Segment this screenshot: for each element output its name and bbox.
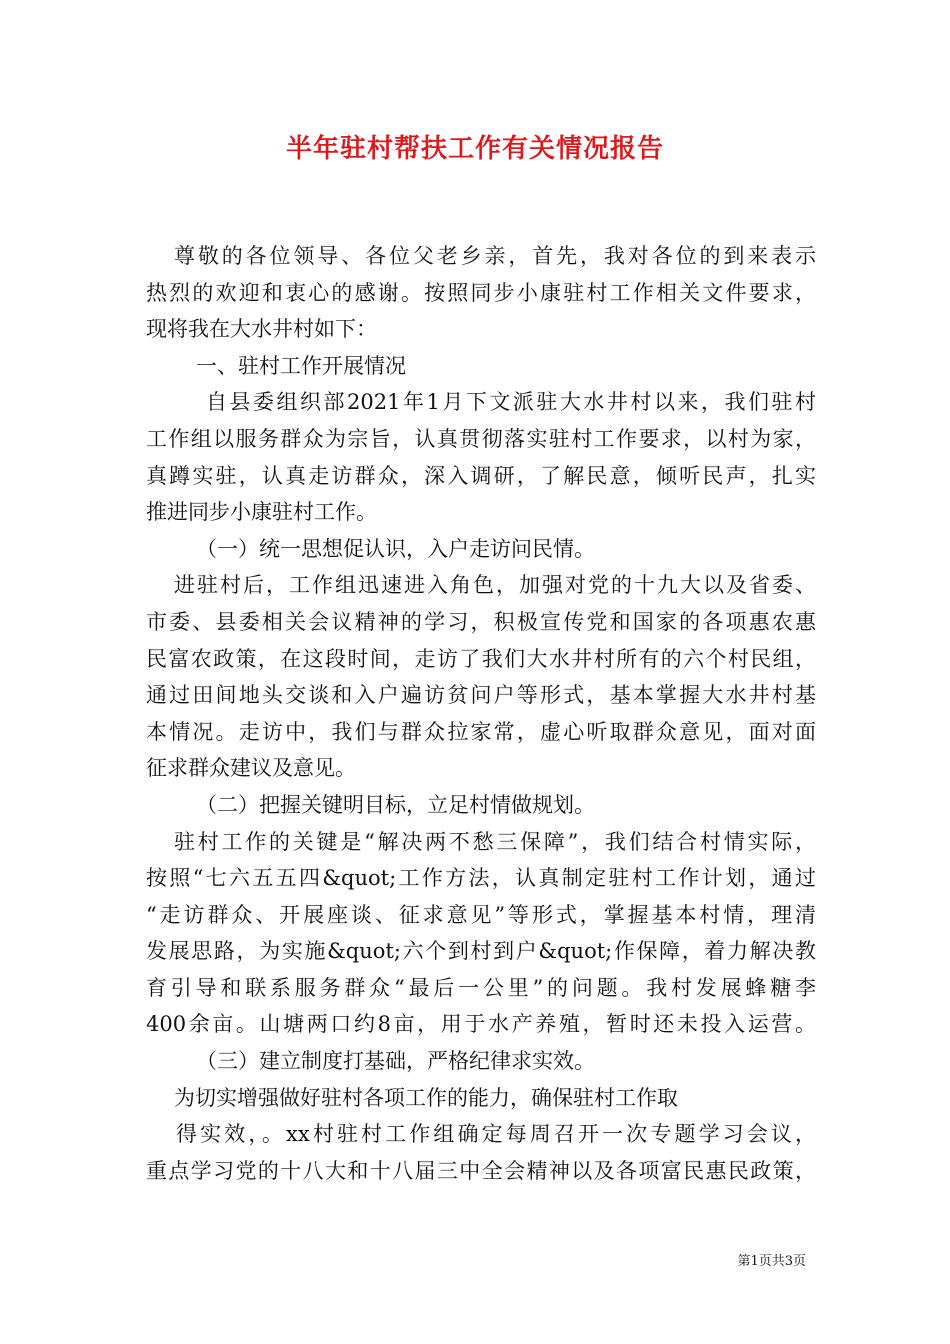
text-line: 推进同步小康驻村工作。 bbox=[146, 500, 377, 525]
text-line: 本情况。走访中，我们与群众拉家常，虚心听取群众意见，面对面 bbox=[146, 719, 816, 744]
page-title: 半年驻村帮扶工作有关情况报告 bbox=[285, 134, 664, 164]
text-line: 进驻村后，工作组迅速进入角色，加强对党的十九大以及省委、 bbox=[174, 573, 816, 598]
text-line: 工作组以服务群众为宗旨，认真贯彻落实驻村工作要求，以村为家， bbox=[146, 426, 816, 451]
text-line: 通过田间地头交谈和入户遍访贫问户等形式，基本掌握大水井村基 bbox=[146, 683, 816, 708]
text-line: 发展思路，为实施&quot;六个到村到户&quot;作保障，着力解决教 bbox=[146, 939, 816, 964]
text-line: 自县委组织部2021年1月下文派驻大水井村以来，我们驻村 bbox=[206, 390, 816, 415]
page-number-footer: 第1页共3页 bbox=[737, 1254, 806, 1269]
text-line: 得实效，。xx村驻村工作组确定每周召开一次专题学习会议， bbox=[176, 1122, 816, 1147]
document-body bbox=[146, 238, 816, 1189]
text-line: 一、驻村工作开展情况 bbox=[196, 353, 406, 378]
text-line: （一）统一思想促认识，入户走访问民情。 bbox=[196, 536, 595, 561]
text-line: 尊敬的各位领导、各位父老乡亲，首先，我对各位的到来表示 bbox=[174, 244, 816, 268]
text-line: 驻村工作的关键是“解决两不愁三保障”，我们结合村情实际， bbox=[174, 829, 816, 854]
text-line: （三）建立制度打基础，严格纪律求实效。 bbox=[196, 1049, 595, 1074]
text-line: 热烈的欢迎和衷心的感谢。按照同步小康驻村工作相关文件要求， bbox=[146, 280, 816, 305]
text-line: 按照“七六五五四&quot;工作方法，认真制定驻村工作计划，通过 bbox=[146, 866, 816, 891]
text-line: 市委、县委相关会议精神的学习，积极宣传党和国家的各项惠农惠 bbox=[146, 609, 816, 634]
text-line: 为切实增强做好驻村各项工作的能力，确保驻村工作取 bbox=[174, 1085, 678, 1110]
text-line: 现将我在大水井村如下： bbox=[146, 317, 377, 342]
text-line: 400余亩。山塘两口约8亩，用于水产养殖，暂时还未投入运营。 bbox=[146, 1012, 816, 1037]
text-line: 重点学习党的十八大和十八届三中全会精神以及各项富民惠民政策， bbox=[146, 1158, 816, 1183]
text-line: （二）把握关键明目标，立足村情做规划。 bbox=[196, 792, 595, 817]
text-line: “走访群众、开展座谈、征求意见”等形式，掌握基本村情，理清 bbox=[146, 902, 816, 927]
text-line: 民富农政策，在这段时间，走访了我们大水井村所有的六个村民组， bbox=[146, 646, 816, 671]
text-line: 真蹲实驻，认真走访群众，深入调研，了解民意，倾听民声，扎实 bbox=[146, 463, 816, 488]
text-line: 育引导和联系服务群众“最后一公里”的问题。我村发展蜂糖李 bbox=[146, 975, 816, 1000]
text-line: 征求群众建议及意见。 bbox=[146, 756, 356, 781]
